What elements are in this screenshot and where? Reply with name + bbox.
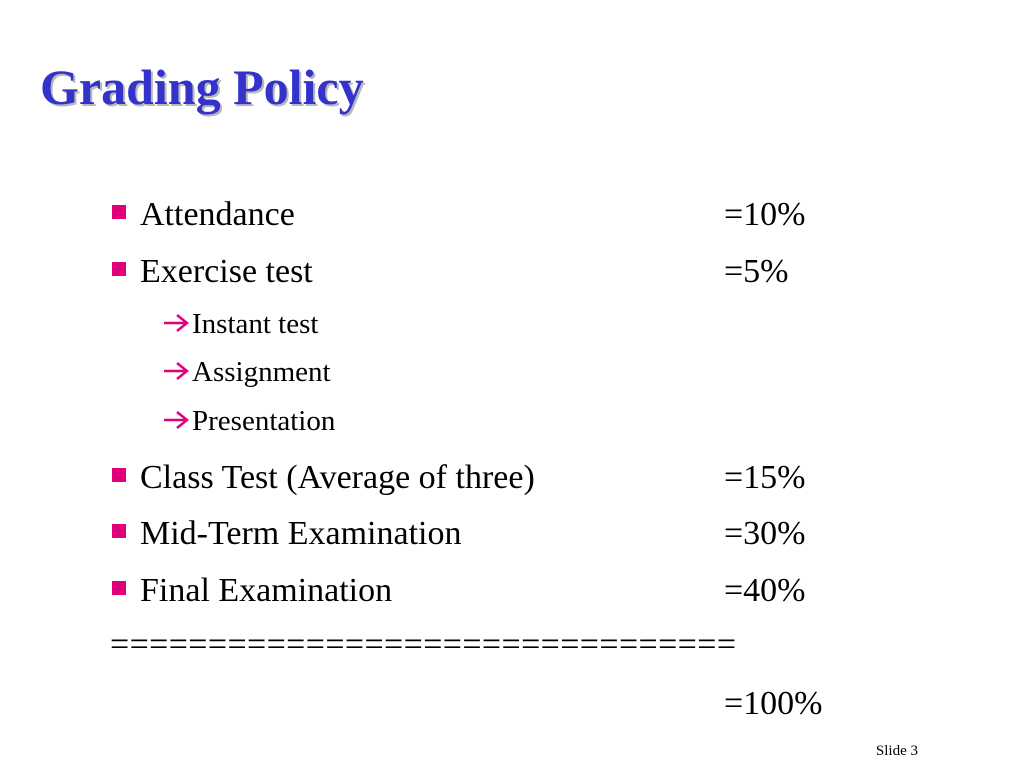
list-item: [112, 196, 806, 233]
item-label: Attendance: [140, 196, 295, 233]
item-value: =40%: [724, 572, 806, 609]
item-value: =10%: [724, 196, 806, 233]
square-bullet-icon: [112, 205, 126, 219]
right-arrow-icon: [162, 360, 192, 382]
sub-item-label: Instant test: [192, 308, 319, 340]
square-bullet-icon: [112, 468, 126, 482]
slide-title: Grading Policy: [40, 59, 364, 115]
square-bullet-icon: [112, 581, 126, 595]
sub-item-label: Presentation: [192, 405, 336, 437]
square-bullet-icon: [112, 262, 126, 276]
total-value: =100%: [724, 685, 823, 722]
sub-item-label: Assignment: [192, 356, 331, 388]
item-value: =15%: [724, 459, 806, 496]
item-label: Final Examination: [140, 572, 393, 609]
sub-list-item: [162, 358, 331, 387]
square-bullet-icon: [112, 524, 126, 538]
item-value: =30%: [724, 515, 806, 552]
item-label: Exercise test: [140, 253, 313, 290]
list-item: [112, 515, 806, 552]
list-item: [112, 253, 789, 290]
item-label: Class Test (Average of three): [140, 459, 535, 496]
slide-number: Slide 3: [875, 743, 918, 759]
item-value: =5%: [724, 253, 789, 290]
right-arrow-icon: [162, 409, 192, 431]
separator-line: ================================: [110, 626, 737, 663]
sub-list-item: [162, 407, 335, 436]
list-item: [112, 459, 806, 496]
sub-list-item: [162, 310, 318, 339]
item-label: Mid-Term Examination: [140, 515, 462, 552]
right-arrow-icon: [162, 312, 192, 334]
list-item: [112, 572, 806, 609]
